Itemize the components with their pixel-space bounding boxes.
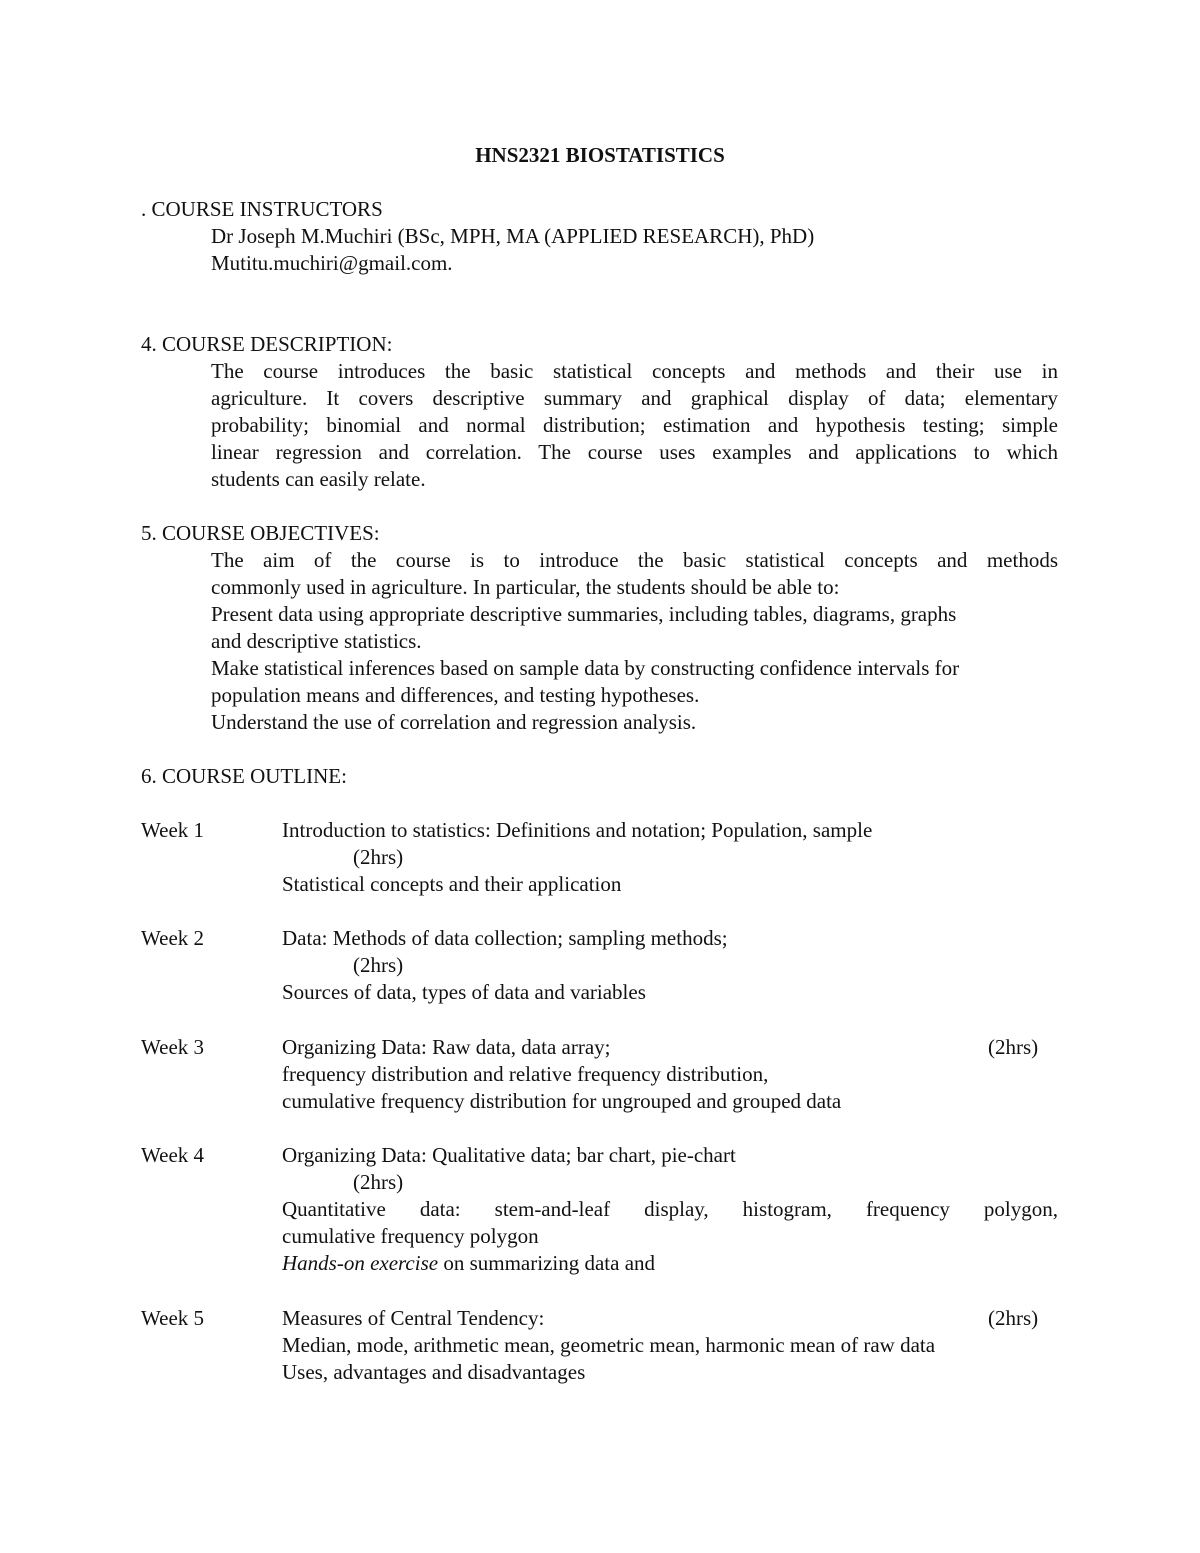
- objectives-heading: 5. COURSE OBJECTIVES:: [141, 521, 380, 545]
- page-title: HNS2321 BIOSTATISTICS: [475, 143, 725, 167]
- exercise-text: on summarizing data and: [438, 1251, 656, 1275]
- week-hours: (2hrs): [988, 1306, 1039, 1330]
- week-exercise: [282, 1250, 655, 1277]
- description-heading: 4. COURSE DESCRIPTION:: [141, 332, 393, 356]
- week-detail: Uses, advantages and disadvantages: [282, 1360, 586, 1384]
- instructors-heading: . COURSE INSTRUCTORS: [141, 197, 383, 221]
- week-label: Week 2: [141, 926, 205, 950]
- description-line: students can easily relate.: [211, 467, 426, 491]
- objectives-line: commonly used in agriculture. In particular, the students should be able to:: [211, 575, 840, 599]
- description-line: agriculture. It covers descriptive summary and graphical display of data; elementary: [211, 386, 1058, 410]
- week-detail: Statistical concepts and their application: [282, 872, 622, 896]
- objectives-line: Make statistical inferences based on sample data by constructing confidence intervals for: [211, 656, 960, 680]
- instructor-email: Mutitu.muchiri@gmail.com.: [211, 251, 453, 275]
- week-detail: cumulative frequency polygon: [282, 1224, 539, 1248]
- objectives-line: and descriptive statistics.: [211, 629, 422, 653]
- week-detail: Median, mode, arithmetic mean, geometric mean, harmonic mean of raw data: [282, 1333, 936, 1357]
- week-detail: Sources of data, types of data and variables: [282, 980, 646, 1004]
- week-topic: Data: Methods of data collection; sampling methods;: [282, 926, 728, 950]
- objectives-line: Present data using appropriate descriptive summaries, including tables, diagrams, graphs: [211, 602, 957, 626]
- week-hours: (2hrs): [353, 1170, 404, 1194]
- description-line: The course introduces the basic statistical concepts and methods and their use in: [211, 359, 1058, 383]
- week-topic: Introduction to statistics: Definitions and notation; Population, sample: [282, 818, 873, 842]
- week-topic: Organizing Data: Qualitative data; bar chart, pie-chart: [282, 1143, 736, 1167]
- week-label: Week 1: [141, 818, 205, 842]
- outline-heading: 6. COURSE OUTLINE:: [141, 764, 347, 788]
- description-line: linear regression and correlation. The course uses examples and applications to which: [211, 440, 1058, 464]
- instructor-name: Dr Joseph M.Muchiri (BSc, MPH, MA (APPLIED RESEARCH), PhD): [211, 224, 815, 248]
- objectives-line: Understand the use of correlation and regression analysis.: [211, 710, 697, 734]
- objectives-line: The aim of the course is to introduce the basic statistical concepts and methods: [211, 548, 1058, 572]
- exercise-italic: Hands-on exercise: [282, 1251, 439, 1275]
- week-topic: Organizing Data: Raw data, data array;: [282, 1035, 611, 1059]
- objectives-line: population means and differences, and testing hypotheses.: [211, 683, 700, 707]
- week-detail: cumulative frequency distribution for ungrouped and grouped data: [282, 1089, 842, 1113]
- week-hours: (2hrs): [353, 845, 404, 869]
- description-line: probability; binomial and normal distribution; estimation and hypothesis testing; simple: [211, 413, 1058, 437]
- week-label: Week 5: [141, 1306, 205, 1330]
- week-hours: (2hrs): [353, 953, 404, 977]
- week-topic: Measures of Central Tendency:: [282, 1306, 545, 1330]
- week-label: Week 4: [141, 1143, 205, 1167]
- week-detail: Quantitative data: stem-and-leaf display, histogram, frequency polygon,: [282, 1197, 1058, 1221]
- week-hours: (2hrs): [988, 1035, 1039, 1059]
- week-label: Week 3: [141, 1035, 205, 1059]
- week-detail: frequency distribution and relative frequency distribution,: [282, 1062, 769, 1086]
